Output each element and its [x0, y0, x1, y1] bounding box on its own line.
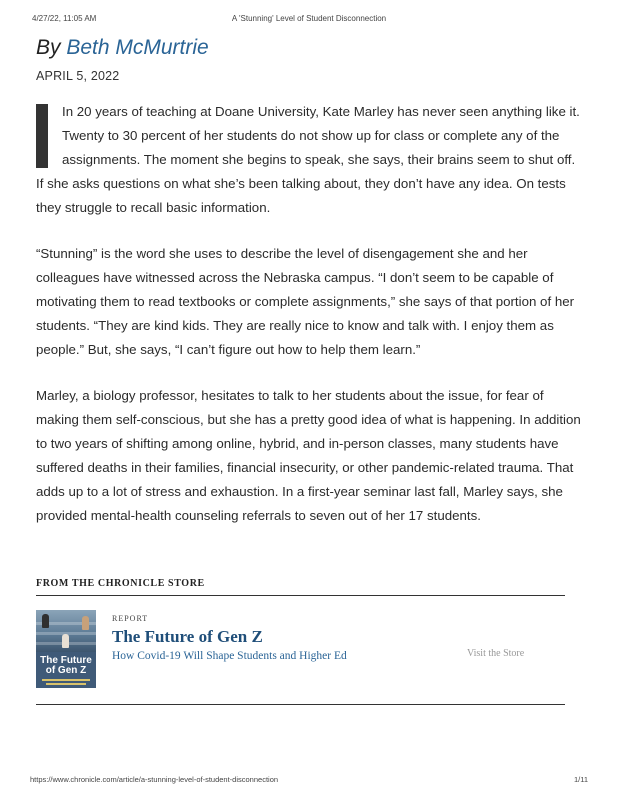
cover-figure: [82, 616, 89, 630]
cover-title: The Future of Gen Z: [40, 655, 92, 676]
visit-store-button[interactable]: Visit the Store: [467, 648, 525, 659]
print-footer: [0, 775, 618, 787]
article-paragraph: Marley, a biology professor, hesitates to talk to her students about the issue, for fear of making them self-conscious, but she has a pretty good idea of what is happening. In addition to two years of shifting among online, hybrid, and in-person classes, many students have suffered deaths in their families, financial insecurity, or other pandemic-related trauma. That adds up to a lot of stress and exhaustion. In a first-year seminar last fall, Marley says, she provided mental-health counseling referrals to seven out of her 17 students.: [36, 388, 581, 523]
author-link[interactable]: Beth McMurtrie: [66, 36, 209, 59]
store-promo-card[interactable]: [36, 610, 565, 692]
paragraph-text: In 20 years of teaching at Doane University, Kate Marley has never seen anything like it. Twenty to 30 percent of her students do not show up for class or complete any of the assignments. The moment she begins to speak, she says, their brains seem to shut off. If she asks questions on what she’s been talking about, they don’t have any idea. On tests they struggle to recall basic information.: [36, 104, 580, 215]
report-cover-image[interactable]: [36, 610, 96, 688]
cover-decoration: [42, 679, 90, 681]
publication-date: APRIL 5, 2022: [36, 69, 120, 83]
cover-figure: [42, 614, 49, 628]
article-paragraph: [36, 100, 582, 220]
article-paragraph: “Stunning” is the word she uses to describe the level of disengagement she and her colleagues have witnessed across the Nebraska campus. “I don’t seem to be capable of motivating them to read textbooks or complete assignments,” she says of that portion of her students. “They are kind kids. They are really nice to know and talk with. I enjoy them as people.” But, she says, “I can’t figure out how to help them learn.”: [36, 246, 575, 357]
article-body: [36, 100, 582, 550]
byline: [36, 36, 209, 60]
store-section-label: FROM THE CHRONICLE STORE: [36, 578, 205, 589]
print-page-number: 1/11: [573, 775, 588, 784]
report-subtitle-link[interactable]: How Covid-19 Will Shape Students and Higher Ed: [112, 650, 347, 662]
byline-prefix: By: [36, 36, 67, 59]
cover-figure: [62, 634, 69, 648]
report-title-link[interactable]: The Future of Gen Z: [112, 627, 263, 646]
print-url: https://www.chronicle.com/article/a-stunning-level-of-student-disconnection: [30, 775, 279, 784]
divider: [36, 595, 565, 596]
dropcap-letter: [36, 104, 48, 168]
print-page-title: A 'Stunning' Level of Student Disconnection: [231, 14, 387, 23]
print-header: [0, 14, 618, 26]
divider: [36, 704, 565, 705]
cover-decoration: [46, 683, 86, 685]
store-kicker: REPORT: [112, 614, 149, 623]
print-date: 4/27/22, 11:05 AM: [32, 14, 97, 23]
